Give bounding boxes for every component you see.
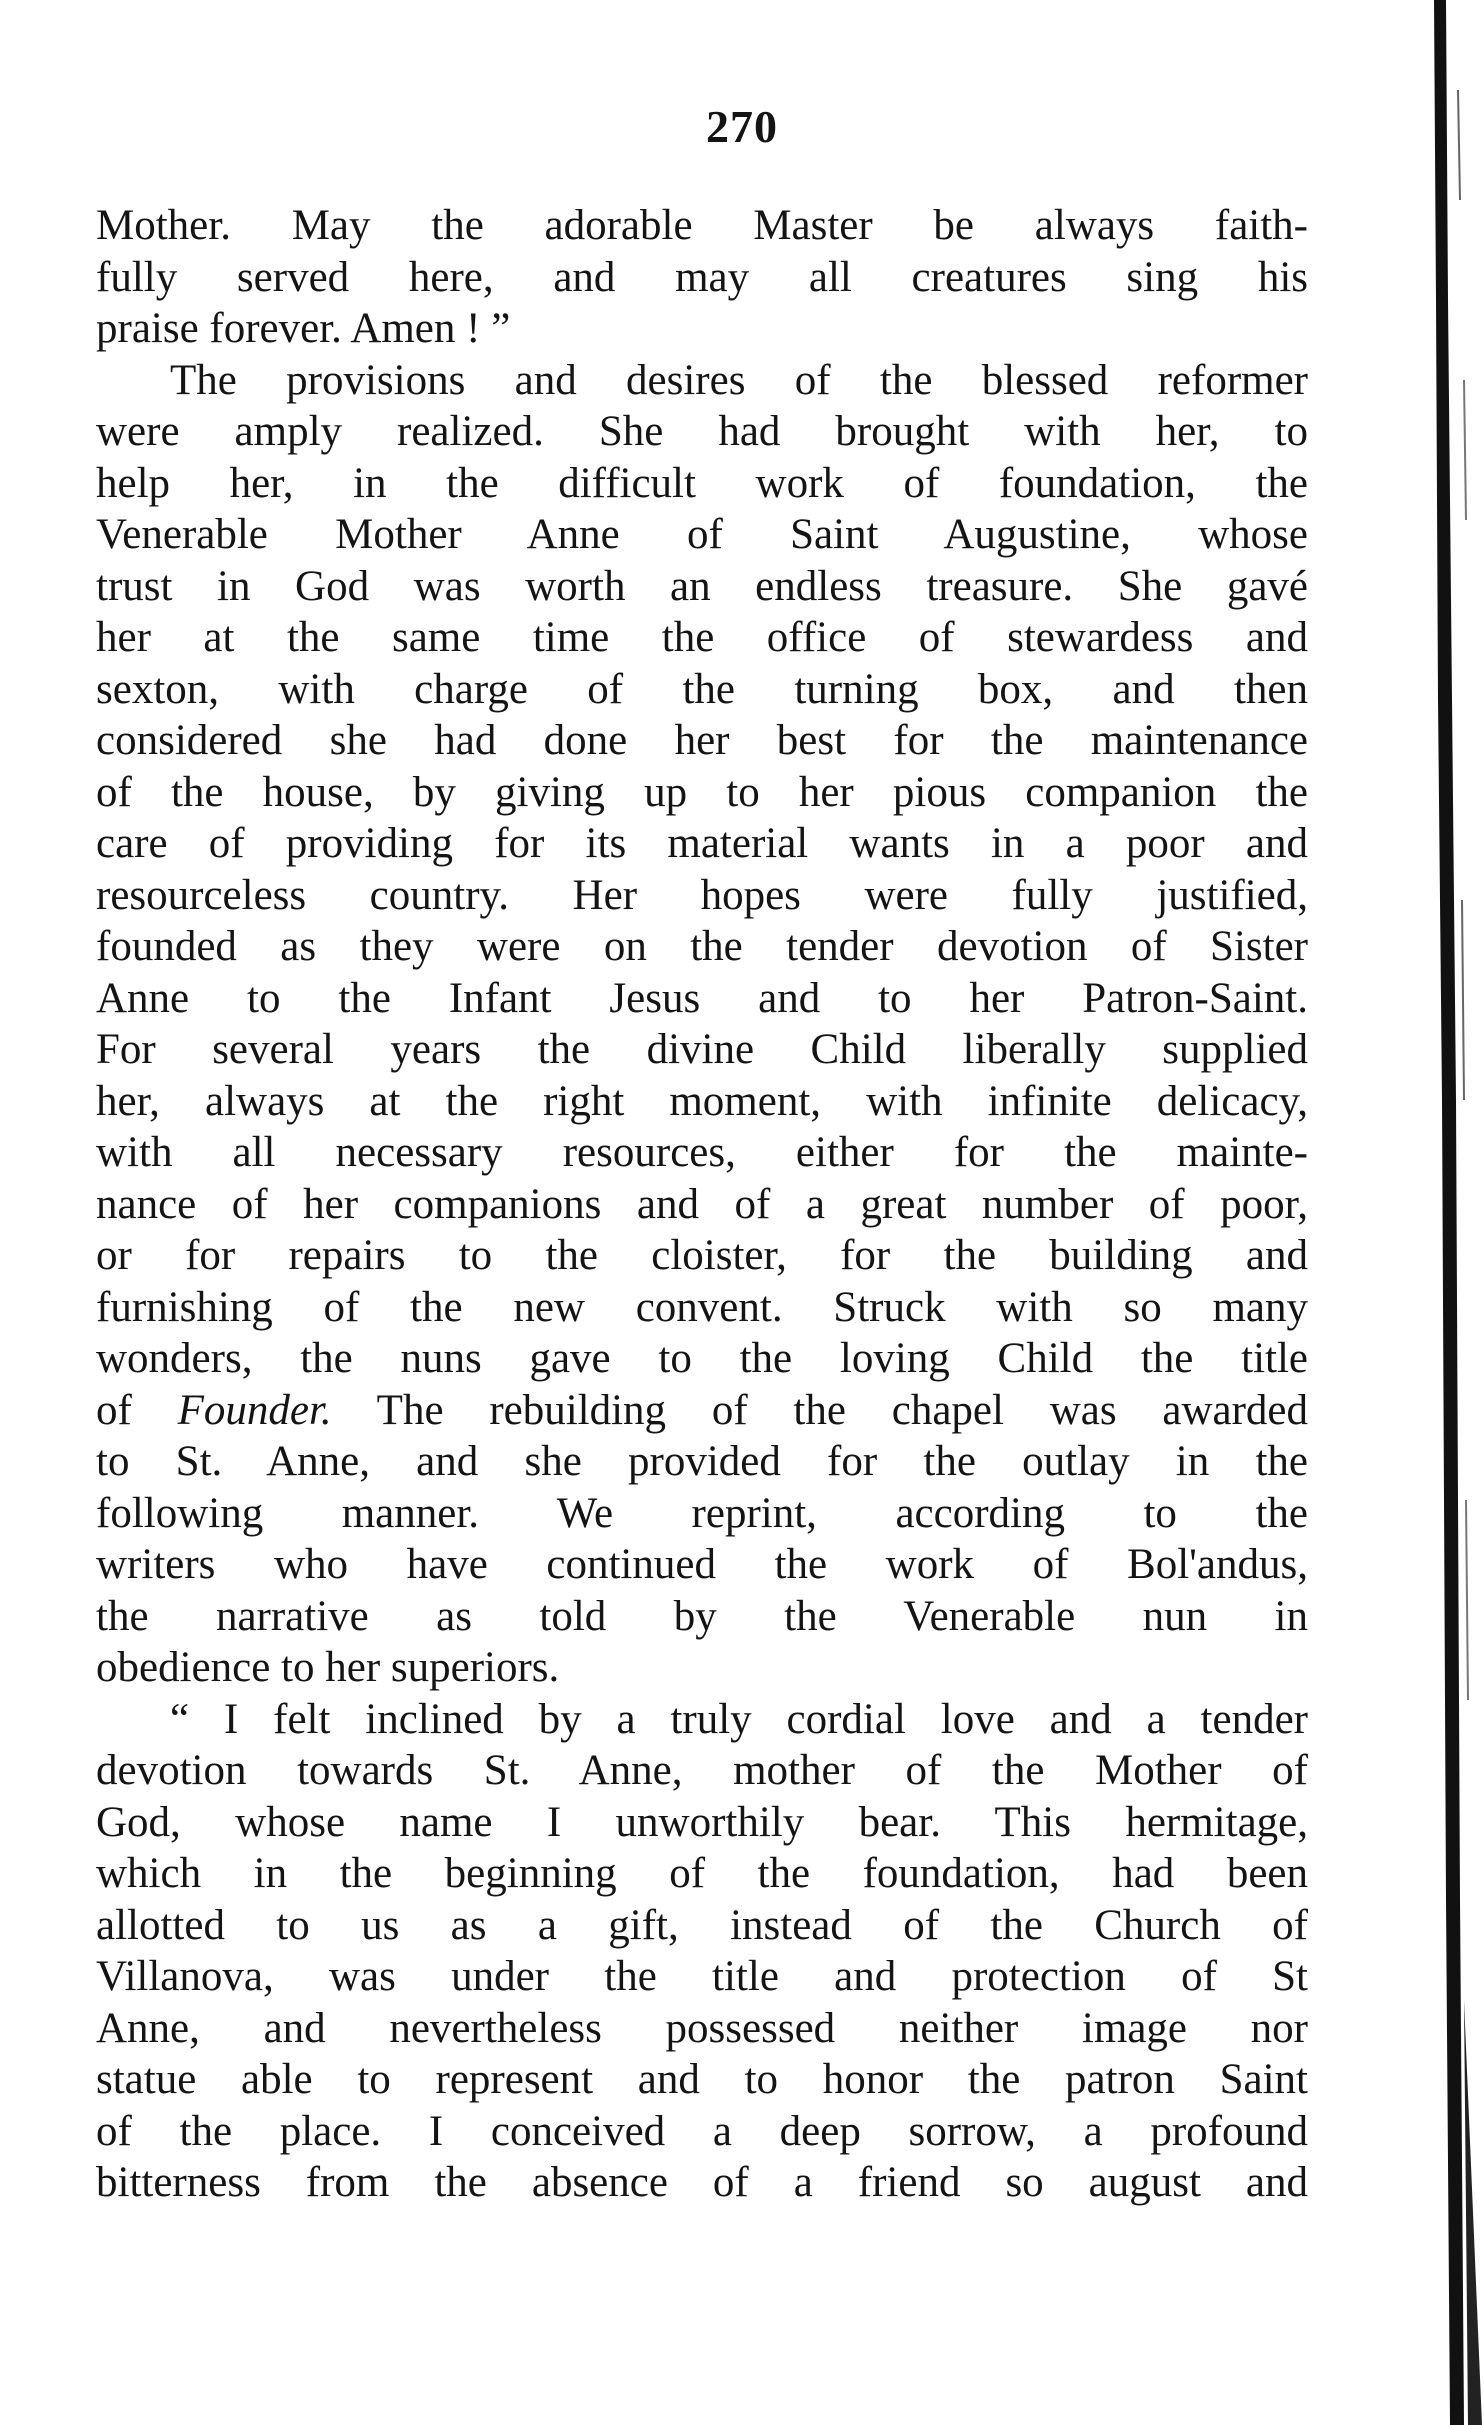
text-line: bitterness from the absence of a friend so august and [96, 2159, 1308, 2206]
text-line: of the house, by giving up to her pious companion the [96, 768, 1308, 816]
text-line: For several years the divine Child liberally supplied [96, 1026, 1308, 1073]
text-line: God, whose name I unworthily bear. This hermitage, [96, 1798, 1308, 1846]
text-line: to St. Anne, and she provided for the outlay in the [96, 1438, 1308, 1485]
text-line: her, always at the right moment, with infinite delicacy, [96, 1077, 1308, 1125]
text-line: or for repairs to the cloister, for the building and [96, 1232, 1308, 1279]
text-line: statue able to represent and to honor the patron Saint [96, 2056, 1308, 2103]
italic-word: Founder. [177, 1386, 332, 1434]
binding-shadow [1364, 0, 1484, 2425]
text-line: following manner. We reprint, according to the [96, 1489, 1308, 1537]
text-line: were amply realized. She had brought with her, to [96, 408, 1308, 455]
text-line: of the place. I conceived a deep sorrow, a profound [96, 2107, 1308, 2155]
text-line: Villanova, was under the title and protection of St [96, 1953, 1308, 2000]
text-line: with all necessary resources, either for the mainte- [96, 1129, 1308, 1176]
text-line: “ I felt inclined by a truly cordial love and a tender [170, 1695, 1308, 1743]
text-line: devotion towards St. Anne, mother of the Mother of [96, 1747, 1308, 1794]
text-line: resourceless country. Her hopes were fully justified, [96, 871, 1308, 919]
text-line: her at the same time the office of stewardess and [96, 614, 1308, 661]
text-line: obedience to her superiors. [96, 1644, 560, 1691]
text-line: Anne, and nevertheless possessed neither image nor [96, 2004, 1308, 2052]
text-line: fully served here, and may all creatures sing his [96, 253, 1308, 301]
text-line: trust in God was worth an endless treasure. She gavé [96, 562, 1308, 610]
text-line: help her, in the difficult work of foundation, the [96, 459, 1308, 507]
body-text [96, 200, 1308, 2209]
text-line: The provisions and desires of the blessed reformer [170, 356, 1308, 404]
text-line: considered she had done her best for the maintenance [96, 717, 1308, 764]
text-line: sexton, with charge of the turning box, and then [96, 665, 1308, 713]
text-line: praise forever. Amen ! ” [96, 305, 511, 352]
text-line: wonders, the nuns gave to the loving Child the title [96, 1335, 1308, 1382]
text-line: writers who have continued the work of Bol'andus, [96, 1541, 1308, 1588]
text-line: furnishing of the new convent. Struck with so many [96, 1283, 1308, 1331]
text-line: founded as they were on the tender devotion of Sister [96, 923, 1308, 970]
text-line: allotted to us as a gift, instead of the Church of [96, 1901, 1308, 1949]
text-line: Venerable Mother Anne of Saint Augustine, whose [96, 511, 1308, 558]
page-number: 270 [706, 101, 778, 152]
text-line: Anne to the Infant Jesus and to her Patron-Saint. [96, 974, 1308, 1022]
text-line: care of providing for its material wants in a poor and [96, 820, 1308, 867]
text-line: the narrative as told by the Venerable nun in [96, 1592, 1308, 1640]
text-line: nance of her companions and of a great number of poor, [96, 1180, 1308, 1228]
text-line: of Founder. The rebuilding of the chapel was awarded [96, 1386, 1308, 1434]
text-line: which in the beginning of the foundation, had been [96, 1850, 1308, 1897]
text-line: Mother. May the adorable Master be always faith- [96, 202, 1308, 249]
